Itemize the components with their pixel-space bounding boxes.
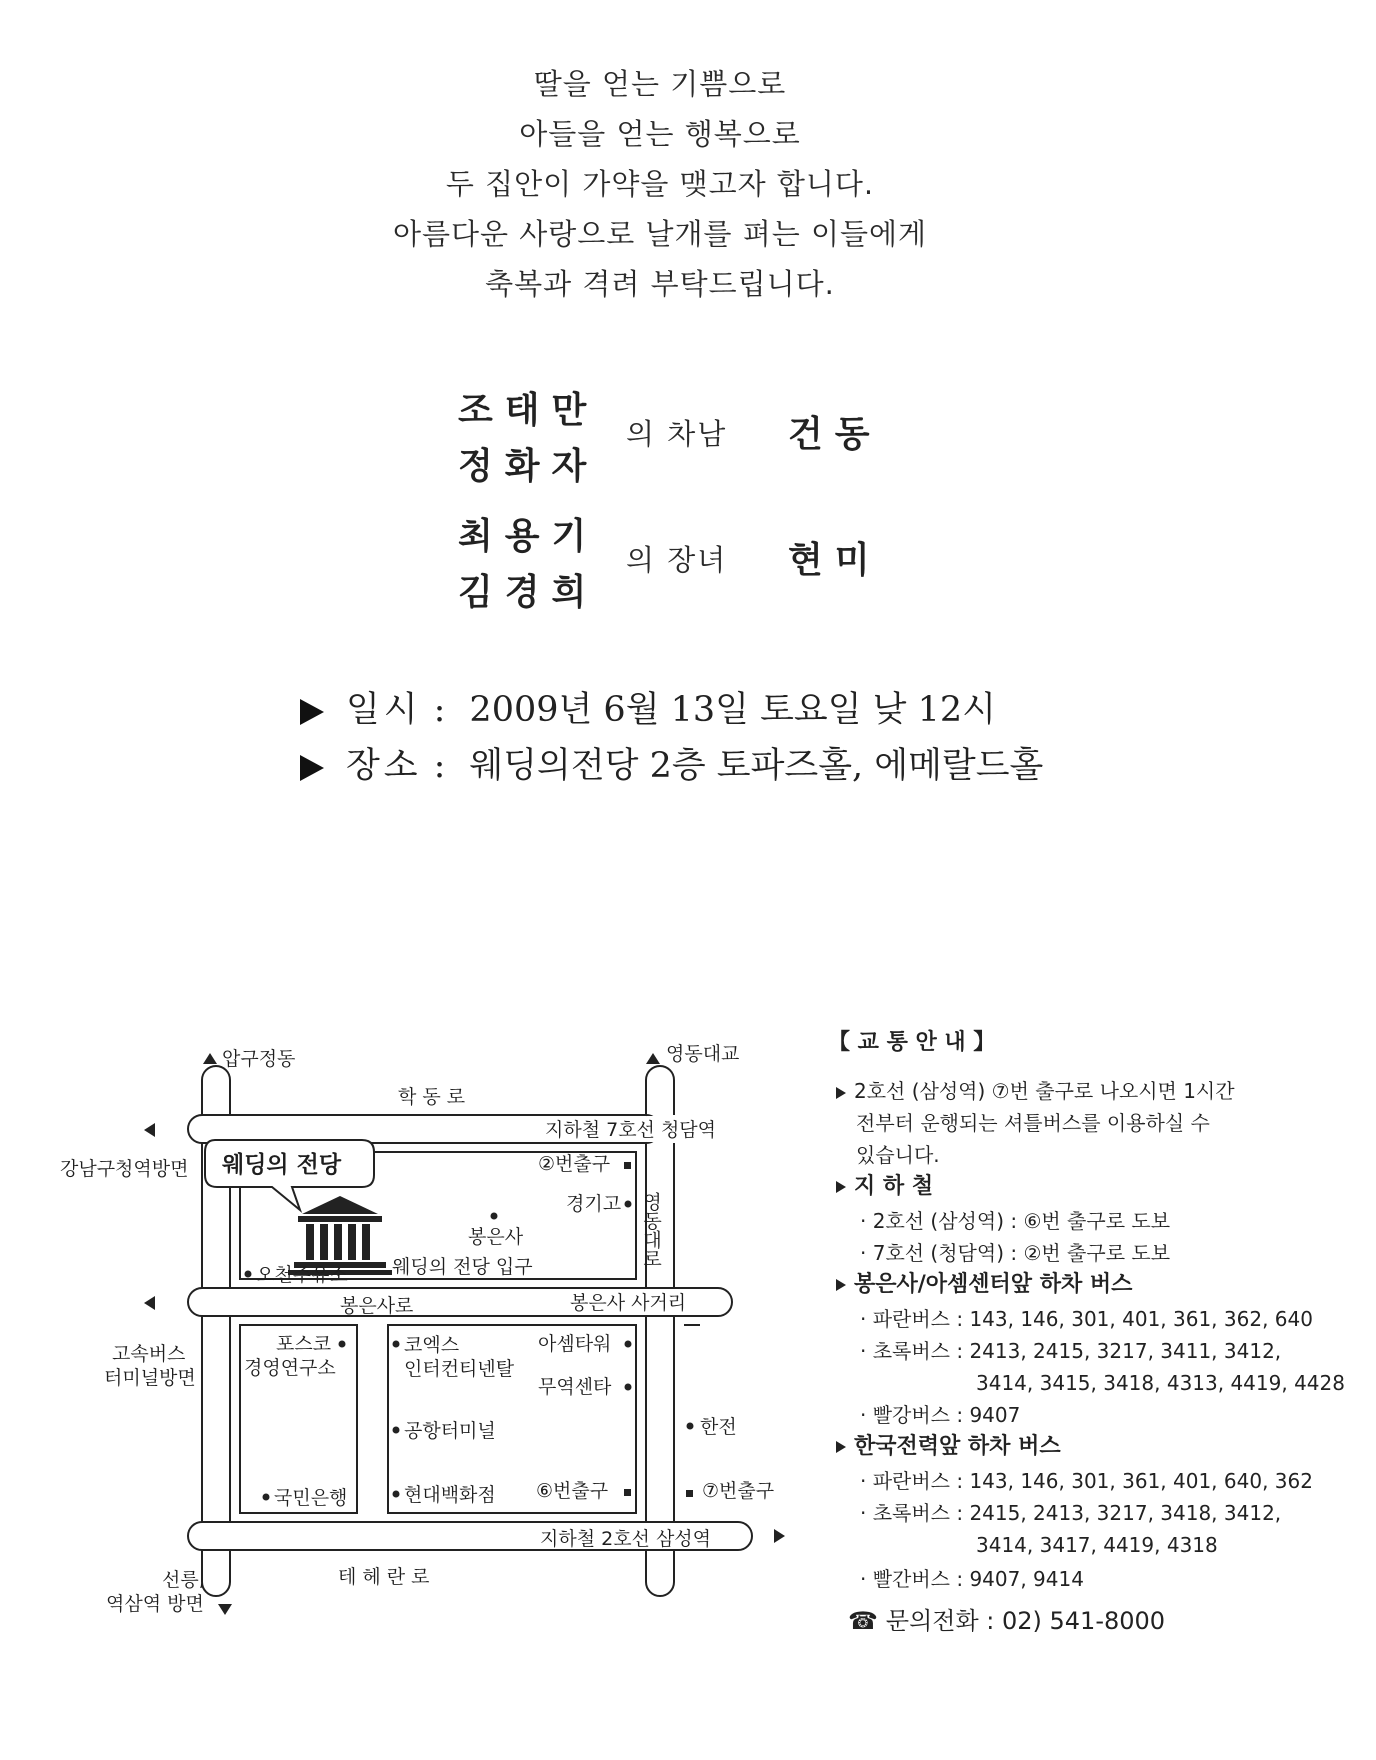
- greeting-line: 아름다운 사랑으로 날개를 펴는 이들에게: [392, 217, 928, 251]
- triangle-bullet-icon: [836, 1441, 846, 1453]
- location-dot-icon: [625, 1341, 632, 1348]
- bus-blue-list: · 파란버스 : 143, 146, 301, 401, 361, 362, 640: [860, 1307, 1313, 1331]
- transport-title: 【 교 통 안 내 】: [828, 1030, 996, 1055]
- location-dot-icon: [245, 1271, 252, 1278]
- exit-marker-icon: [624, 1162, 631, 1169]
- map-yeongdong-bridge: 영동대교: [666, 1043, 740, 1065]
- map-teheran-ro: 테 헤 란 로: [338, 1566, 430, 1588]
- map-exit7: ⑦번출구: [702, 1480, 775, 1502]
- map-posco-2: 경영연구소: [244, 1357, 336, 1379]
- bride-mother-name: 김경희: [458, 571, 599, 613]
- greeting-line: 딸을 얻는 기쁨으로: [533, 67, 787, 101]
- map-posco-1: 포스코: [276, 1333, 332, 1355]
- groom-name: 건동: [788, 413, 882, 455]
- place-label: 장소: [346, 746, 422, 786]
- map-hall-entrance: 웨딩의 전당 입구: [392, 1256, 533, 1278]
- exit-marker-icon: [624, 1489, 631, 1496]
- map-gangnam-office: 강남구청역방면: [60, 1158, 189, 1180]
- map-wedding-hall: 웨딩의 전당: [222, 1152, 342, 1178]
- map-kepco: 한전: [700, 1416, 737, 1438]
- arrow-up-icon: [646, 1053, 660, 1064]
- triangle-bullet-icon: [836, 1279, 846, 1291]
- arrow-right-icon: [774, 1529, 785, 1543]
- triangle-bullet-icon: [836, 1087, 846, 1099]
- map-apgujeong: 압구정동: [222, 1048, 296, 1070]
- date-label: 일시: [346, 690, 422, 730]
- map-seolleung-1: 선릉,: [162, 1569, 205, 1591]
- map-bus-terminal-2: 터미널방면: [104, 1367, 196, 1389]
- event-date: 일시 : 2009년 6월 13일 토요일 낮 12시: [300, 682, 996, 732]
- location-map: [40, 1020, 840, 1620]
- bus-red-list: · 빨강버스 : 9407: [860, 1403, 1021, 1427]
- date-value: 2009년 6월 13일 토요일 낮 12시: [469, 690, 996, 730]
- subway-heading: 지 하 철: [836, 1170, 933, 1204]
- map-coex-1: 코엑스: [404, 1334, 460, 1356]
- phone-icon: ☎: [848, 1607, 878, 1635]
- map-yeongdong-daero: 영동대로: [640, 1192, 662, 1268]
- location-dot-icon: [263, 1494, 270, 1501]
- location-dot-icon: [393, 1341, 400, 1348]
- map-exit6: ⑥번출구: [536, 1480, 609, 1502]
- subway-line7: · 7호선 (청담역) : ②번 출구로 도보: [860, 1241, 1171, 1265]
- triangle-bullet-icon: [300, 699, 324, 725]
- map-exit2: ②번출구: [538, 1153, 611, 1175]
- bride-name: 현미: [788, 539, 882, 581]
- arrow-up-icon: [203, 1053, 217, 1064]
- greeting-line: 축복과 격려 부탁드립니다.: [485, 267, 835, 301]
- exit-marker-icon: [686, 1490, 693, 1497]
- map-bongeunsa: 봉은사: [468, 1226, 524, 1248]
- event-place: 장소 : 웨딩의전당 2층 토파즈홀, 에메랄드홀: [300, 738, 1043, 788]
- bus-blue-list: · 파란버스 : 143, 146, 301, 361, 401, 640, 362: [860, 1469, 1313, 1493]
- location-dot-icon: [339, 1341, 346, 1348]
- location-dot-icon: [491, 1213, 498, 1220]
- bus-green-list: · 초록버스 : 2413, 2415, 3217, 3411, 3412,: [860, 1339, 1282, 1363]
- map-line2: 지하철 2호선 삼성역: [540, 1528, 711, 1550]
- bus-green-list: · 초록버스 : 2415, 2413, 3217, 3418, 3412,: [860, 1501, 1282, 1525]
- shuttle-info-cont: 전부터 운행되는 셔틀버스를 이용하실 수: [856, 1111, 1210, 1135]
- map-trade-center: 무역센타: [538, 1376, 612, 1398]
- location-dot-icon: [625, 1201, 632, 1208]
- location-dot-icon: [393, 1491, 400, 1498]
- location-dot-icon: [393, 1427, 400, 1434]
- subway-line2: · 2호선 (삼성역) : ⑥번 출구로 도보: [860, 1209, 1171, 1233]
- triangle-bullet-icon: [836, 1181, 846, 1193]
- groom-relation: 의 차남: [626, 417, 728, 451]
- arrow-down-icon: [218, 1604, 232, 1615]
- map-hakdong-ro: 학 동 로: [398, 1086, 466, 1108]
- map-bus-terminal-1: 고속버스: [112, 1343, 186, 1365]
- bus-red-list: · 빨간버스 : 9407, 9414: [860, 1567, 1084, 1591]
- map-kyunggi: 경기고: [566, 1193, 622, 1215]
- groom-mother-name: 정화자: [458, 445, 599, 487]
- location-dot-icon: [687, 1423, 694, 1430]
- greeting-line: 두 집안이 가약을 맺고자 합니다.: [445, 167, 875, 201]
- map-bongeunsa-ro: 봉은사로: [340, 1295, 414, 1317]
- arrow-left-icon: [144, 1296, 155, 1310]
- map-hyundai: 현대백화점: [404, 1484, 496, 1506]
- bus-green-list-cont: 3414, 3417, 4419, 4318: [976, 1533, 1218, 1557]
- groom-father-name: 조태만: [458, 389, 599, 431]
- greeting-line: 아들을 얻는 행복으로: [519, 117, 801, 151]
- shuttle-info: 2호선 (삼성역) ⑦번 출구로 나오시면 1시간: [836, 1074, 1235, 1108]
- map-gas-station: 오천주유소: [256, 1264, 348, 1286]
- contact-phone: ☎ 문의전화 : 02) 541-8000: [848, 1607, 1166, 1635]
- triangle-bullet-icon: [300, 755, 324, 781]
- shuttle-info-cont: 있습니다.: [856, 1143, 940, 1167]
- location-dot-icon: [625, 1384, 632, 1391]
- arrow-left-icon: [144, 1123, 155, 1137]
- bus-green-list-cont: 3414, 3415, 3418, 4313, 4419, 4428: [976, 1371, 1345, 1395]
- map-kookmin: 국민은행: [274, 1487, 348, 1509]
- map-line7: 지하철 7호선 청담역: [545, 1119, 716, 1141]
- map-airport-terminal: 공항터미널: [404, 1420, 496, 1442]
- map-coex-2: 인터컨티넨탈: [404, 1358, 515, 1380]
- map-asem: 아셈타워: [538, 1333, 612, 1355]
- bride-father-name: 최용기: [458, 515, 599, 557]
- bus-kepco-heading: 한국전력앞 하차 버스: [836, 1430, 1061, 1464]
- bride-relation: 의 장녀: [626, 543, 728, 577]
- map-bongeunsa-intersection: 봉은사 사거리: [570, 1292, 687, 1314]
- place-value: 웨딩의전당 2층 토파즈홀, 에메랄드홀: [469, 746, 1044, 786]
- bus-bongeunsa-heading: 봉은사/아셈센터앞 하차 버스: [836, 1268, 1132, 1302]
- map-seolleung-2: 역삼역 방면: [106, 1593, 204, 1615]
